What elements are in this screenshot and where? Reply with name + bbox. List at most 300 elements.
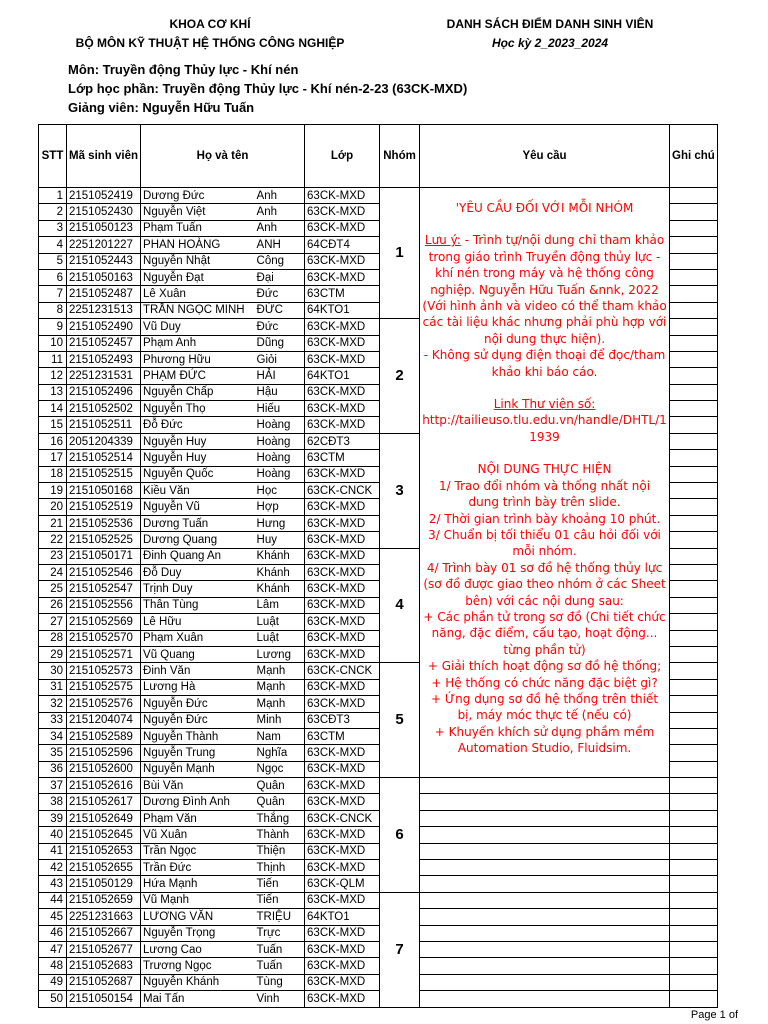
requirement-empty-cell [420,909,670,925]
row-first-name: ĐỨC [255,302,305,318]
table-row [39,876,718,892]
row-student-id: 2151052667 [67,925,141,941]
row-student-id: 2151052536 [67,515,141,531]
row-first-name: Khánh [255,564,305,580]
row-student-id: 2151052573 [67,663,141,679]
requirement-empty-cell [420,810,670,826]
row-last-name: Nguyễn Mạnh [141,761,255,777]
row-note[interactable] [670,384,718,400]
row-first-name: Khánh [255,548,305,564]
row-first-name: Mạnh [255,696,305,712]
row-stt: 12 [39,368,67,384]
row-class: 63CK-MXD [305,253,380,269]
row-class: 63CK-MXD [305,384,380,400]
row-last-name: Hứa Mạnh [141,876,255,892]
row-note[interactable] [670,810,718,826]
row-last-name: Dương Đình Anh [141,794,255,810]
row-stt: 41 [39,843,67,859]
row-note[interactable] [670,302,718,318]
row-class: 63CK-MXD [305,564,380,580]
row-last-name: Dương Quang [141,532,255,548]
row-class: 63CK-MXD [305,958,380,974]
faculty-name: KHOA CƠ KHÍ [169,17,251,31]
row-student-id: 2151052617 [67,794,141,810]
row-first-name: Lương [255,646,305,662]
row-stt: 36 [39,761,67,777]
row-last-name: Lê Hữu [141,614,255,630]
semester-label: Học kỳ 2_2023_2024 [491,36,609,50]
attendance-table [38,124,718,1008]
row-note[interactable] [670,335,718,351]
row-note[interactable] [670,827,718,843]
row-stt: 18 [39,466,67,482]
group-number: 7 [380,892,420,1007]
row-note[interactable] [670,876,718,892]
row-stt: 28 [39,630,67,646]
row-stt: 9 [39,319,67,335]
row-note[interactable] [670,466,718,482]
row-note[interactable] [670,679,718,695]
row-last-name: Nguyễn Khánh [141,974,255,990]
row-first-name: Thắng [255,810,305,826]
row-stt: 48 [39,958,67,974]
row-class: 63CTM [305,450,380,466]
col-full-name: Họ và tên [141,125,305,188]
row-first-name: Tiến [255,876,305,892]
row-class: 63CK-MXD [305,860,380,876]
row-last-name: Nguyễn Thành [141,728,255,744]
row-student-id: 2151052576 [67,696,141,712]
row-class: 63CK-MXD [305,614,380,630]
row-student-id: 2151052511 [67,417,141,433]
row-stt: 47 [39,941,67,957]
row-class: 63CK-MXD [305,499,380,515]
row-note[interactable] [670,368,718,384]
row-stt: 1 [39,188,67,204]
row-first-name: Thành [255,827,305,843]
row-stt: 21 [39,515,67,531]
row-first-name: Giỏi [255,351,305,367]
row-student-id: 2151052457 [67,335,141,351]
row-stt: 43 [39,876,67,892]
table-row [39,925,718,941]
row-note[interactable] [670,614,718,630]
row-last-name: Lương Cao [141,941,255,957]
row-student-id: 2151052655 [67,860,141,876]
row-first-name: Tuấn [255,958,305,974]
library-link-url[interactable]: http://tailieuso.tlu.edu.vn/handle/DHTL/11939 [422,413,667,444]
row-stt: 50 [39,991,67,1007]
row-class: 63CK-MXD [305,679,380,695]
row-last-name: Nguyễn Vũ [141,499,255,515]
row-last-name: Dương Tuấn [141,515,255,531]
row-student-id: 2151052569 [67,614,141,630]
row-note[interactable] [670,532,718,548]
table-row [39,778,718,794]
row-class: 63CK-MXD [305,581,380,597]
row-stt: 7 [39,286,67,302]
row-class: 63CK-MXD [305,532,380,548]
row-class: 63CK-MXD [305,843,380,859]
row-last-name: Nguyễn Thọ [141,401,255,417]
row-class: 63CTM [305,286,380,302]
row-first-name: Vinh [255,991,305,1007]
row-last-name: Mai Tấn [141,991,255,1007]
row-student-id: 2151052687 [67,974,141,990]
row-class: 63CK-MXD [305,646,380,662]
row-first-name: Luật [255,614,305,630]
row-first-name: Hoàng [255,433,305,449]
requirements-note-2: - Không sử dụng điện thoại để đọc/tham khảo khi báo cáo. [423,348,666,379]
row-last-name: PHẠM ĐỨC [141,368,255,384]
row-stt: 37 [39,778,67,794]
row-last-name: Vũ Xuân [141,827,255,843]
row-stt: 4 [39,237,67,253]
row-class: 63CK-MXD [305,548,380,564]
row-last-name: Vũ Duy [141,319,255,335]
col-class: Lớp [305,125,380,188]
col-stt: STT [39,125,67,188]
requirement-empty-cell [420,925,670,941]
row-note[interactable] [670,991,718,1007]
requirements-note [422,232,667,347]
row-first-name: Quân [255,794,305,810]
row-first-name: HẢI [255,368,305,384]
row-stt: 38 [39,794,67,810]
row-stt: 46 [39,925,67,941]
row-first-name: Đại [255,269,305,285]
row-stt: 27 [39,614,67,630]
row-class: 63CĐT3 [305,712,380,728]
group-number: 3 [380,433,420,548]
row-stt: 6 [39,269,67,285]
row-stt: 17 [39,450,67,466]
row-stt: 49 [39,974,67,990]
row-student-id: 2151052571 [67,646,141,662]
row-class: 63CK-MXD [305,269,380,285]
row-last-name: Phạm Anh [141,335,255,351]
row-note[interactable] [670,483,718,499]
row-class: 63CK-MXD [305,515,380,531]
row-first-name: Nam [255,728,305,744]
row-note[interactable] [670,778,718,794]
row-stt: 23 [39,548,67,564]
row-first-name: ANH [255,237,305,253]
row-student-id: 2251231513 [67,302,141,318]
row-last-name: Nguyễn Huy [141,433,255,449]
row-note[interactable] [670,630,718,646]
row-student-id: 2151052589 [67,728,141,744]
requirement-empty-cell [420,958,670,974]
row-last-name: Nguyễn Việt [141,204,255,220]
row-student-id: 2151052525 [67,532,141,548]
row-student-id: 2151052600 [67,761,141,777]
row-note[interactable] [670,450,718,466]
row-class: 63CK-MXD [305,401,380,417]
row-student-id: 2151052515 [67,466,141,482]
row-class: 63CK-MXD [305,778,380,794]
page-footer: Page 1 of [690,1009,738,1021]
row-student-id: 2151052570 [67,630,141,646]
table-row [39,958,718,974]
row-last-name: Nguyễn Huy [141,450,255,466]
content-item: 1/ Trao đổi nhóm và thống nhất nội dung trình bày trên slide. [439,478,651,510]
row-note[interactable] [670,909,718,925]
group-number: 2 [380,319,420,434]
row-note[interactable] [670,433,718,449]
row-last-name: Nguyễn Trọng [141,925,255,941]
row-student-id: 2151052649 [67,810,141,826]
row-note[interactable] [670,564,718,580]
row-note[interactable] [670,581,718,597]
row-first-name: Hưng [255,515,305,531]
row-stt: 22 [39,532,67,548]
note-text: - Trình tự/nội dung chỉ tham khảo trong giáo trình Truyền động thủy lực - khí nén trong máy và hệ thống công nghiệp. Nguyễn Hữu Tuấn &nnk, 2022 (Với hình ảnh và video có thể tham khảo các tài liệu khác nhưng phải phù hợp với nội dung thực hiện). [422,233,667,346]
row-student-id: 2151052419 [67,188,141,204]
row-stt: 40 [39,827,67,843]
row-last-name: Đinh Quang An [141,548,255,564]
row-last-name: Trịnh Duy [141,581,255,597]
requirement-empty-cell [420,892,670,908]
row-class: 63CK-MXD [305,827,380,843]
document-title: DANH SÁCH ĐIỂM DANH SINH VIÊN [446,17,654,31]
row-first-name: Thiện [255,843,305,859]
row-class: 63CK-MXD [305,630,380,646]
row-note[interactable] [670,319,718,335]
row-student-id: 2151052430 [67,204,141,220]
row-student-id: 2151052547 [67,581,141,597]
table-row [39,974,718,990]
row-student-id: 2151052659 [67,892,141,908]
table-row [39,860,718,876]
row-stt: 32 [39,696,67,712]
row-note[interactable] [670,974,718,990]
row-class: 63CK-MXD [305,204,380,220]
group-number: 5 [380,663,420,778]
row-first-name: Lâm [255,597,305,613]
row-student-id: 2151050123 [67,220,141,236]
row-note[interactable] [670,761,718,777]
row-student-id: 2151052677 [67,941,141,957]
row-class: 64KTO1 [305,302,380,318]
row-stt: 15 [39,417,67,433]
requirement-empty-cell [420,974,670,990]
content-item: + Khuyến khích sử dụng phầm mềm Automation Studio, Fluidsim. [434,724,655,756]
row-stt: 13 [39,384,67,400]
row-last-name: Nguyễn Đạt [141,269,255,285]
requirements-cell [420,188,670,778]
row-student-id: 2151052653 [67,843,141,859]
row-note[interactable] [670,728,718,744]
row-last-name: Nguyễn Chấp [141,384,255,400]
row-note[interactable] [670,696,718,712]
row-note[interactable] [670,646,718,662]
row-student-id: 2151052596 [67,745,141,761]
row-note[interactable] [670,663,718,679]
row-last-name: Đinh Văn [141,663,255,679]
row-first-name: Học [255,483,305,499]
row-student-id: 2151052556 [67,597,141,613]
row-first-name: Trực [255,925,305,941]
row-first-name: Nghĩa [255,745,305,761]
row-first-name: Hậu [255,384,305,400]
table-row [39,991,718,1007]
table-header-row [39,125,718,188]
row-note[interactable] [670,860,718,876]
row-note[interactable] [670,351,718,367]
row-student-id: 2051204339 [67,433,141,449]
row-student-id: 2151204074 [67,712,141,728]
row-note[interactable] [670,188,718,204]
table-row [39,188,718,204]
row-class: 63CK-CNCK [305,663,380,679]
row-note[interactable] [670,958,718,974]
row-last-name: Lương Hà [141,679,255,695]
row-student-id: 2151052575 [67,679,141,695]
row-student-id: 2151052487 [67,286,141,302]
row-stt: 16 [39,433,67,449]
row-first-name: TRIỆU [255,909,305,925]
row-last-name: Bùi Văn [141,778,255,794]
row-last-name: PHAN HOÀNG [141,237,255,253]
content-item: + Các phần tử trong sơ đồ (Chi tiết chức năng, đặc điểm, cấu tạo, hoạt động... từng phần tử) [423,609,666,657]
row-stt: 20 [39,499,67,515]
row-last-name: Dương Đức [141,188,255,204]
row-class: 63CK-CNCK [305,483,380,499]
row-student-id: 2151050171 [67,548,141,564]
row-first-name: Mạnh [255,679,305,695]
row-note[interactable] [670,745,718,761]
requirement-empty-cell [420,778,670,794]
note-label: Lưu ý: [424,233,461,248]
row-class: 63CK-MXD [305,319,380,335]
row-last-name: Phạm Tuấn [141,220,255,236]
row-note[interactable] [670,401,718,417]
row-stt: 3 [39,220,67,236]
row-class: 63CK-MXD [305,417,380,433]
row-class: 63CK-MXD [305,220,380,236]
row-note[interactable] [670,597,718,613]
row-class: 62CĐT3 [305,433,380,449]
content-item: + Giải thích hoạt động sơ đồ hệ thống; [427,659,662,674]
table-row [39,941,718,957]
row-student-id: 2151052519 [67,499,141,515]
row-last-name: Nguyễn Nhật [141,253,255,269]
row-last-name: Đỗ Đức [141,417,255,433]
row-stt: 33 [39,712,67,728]
row-stt: 30 [39,663,67,679]
row-first-name: Minh [255,712,305,728]
row-stt: 24 [39,564,67,580]
row-note[interactable] [670,220,718,236]
col-note: Ghi chú [670,125,718,188]
row-last-name: Phạm Xuân [141,630,255,646]
row-note[interactable] [670,417,718,433]
row-first-name: Dũng [255,335,305,351]
requirement-empty-cell [420,876,670,892]
row-class: 64CĐT4 [305,237,380,253]
row-class: 63CTM [305,728,380,744]
row-first-name: Anh [255,188,305,204]
row-class: 63CK-MXD [305,188,380,204]
row-stt: 25 [39,581,67,597]
row-note[interactable] [670,794,718,810]
class-section-label: Lớp học phần: Truyền động Thủy lực - Khí nén-2-23 (63CK-MXD) [68,81,468,96]
row-first-name: Ngọc [255,761,305,777]
row-class: 63CK-QLM [305,876,380,892]
col-requirement: Yêu cầu [420,125,670,188]
row-last-name: TRẦN NGỌC MINH [141,302,255,318]
requirements-title: 'YÊU CẦU ĐỐI VỚI MỖI NHÓM [455,201,634,215]
row-note[interactable] [670,941,718,957]
lecturer-label: Giảng viên: Nguyễn Hữu Tuấn [68,100,255,115]
table-body [39,188,718,1008]
table-row [39,892,718,908]
row-student-id: 2151052645 [67,827,141,843]
row-note[interactable] [670,892,718,908]
table-row [39,827,718,843]
col-group: Nhóm [380,125,420,188]
row-first-name: Đức [255,319,305,335]
row-note[interactable] [670,237,718,253]
row-note[interactable] [670,925,718,941]
row-class: 63CK-MXD [305,696,380,712]
row-last-name: Vũ Mạnh [141,892,255,908]
row-note[interactable] [670,499,718,515]
row-stt: 39 [39,810,67,826]
row-last-name: Lê Xuân [141,286,255,302]
row-stt: 19 [39,483,67,499]
row-note[interactable] [670,204,718,220]
department-name: BỘ MÔN KỸ THUẬT HỆ THỐNG CÔNG NGHIỆP [75,36,345,50]
content-title: NỘI DUNG THỰC HIỆN [477,462,612,477]
row-stt: 45 [39,909,67,925]
group-number: 1 [380,188,420,319]
row-note[interactable] [670,843,718,859]
row-note[interactable] [670,253,718,269]
row-first-name: Hợp [255,499,305,515]
content-item: 4/ Trình bày 01 sơ đồ hệ thống thủy lực (sơ đồ được giao theo nhóm ở các Sheet bên) với các nội dung sau: [423,560,666,608]
row-note[interactable] [670,515,718,531]
row-stt: 34 [39,728,67,744]
row-class: 63CK-MXD [305,991,380,1007]
row-student-id: 2151052496 [67,384,141,400]
row-class: 63CK-MXD [305,794,380,810]
row-last-name: Phương Hữu [141,351,255,367]
row-first-name: Công [255,253,305,269]
row-first-name: Tùng [255,974,305,990]
row-stt: 14 [39,401,67,417]
row-first-name: Thịnh [255,860,305,876]
row-class: 63CK-MXD [305,351,380,367]
requirement-empty-cell [420,941,670,957]
library-link-label[interactable]: Link Thư viện số: [493,397,596,412]
row-student-id: 2151052493 [67,351,141,367]
row-note[interactable] [670,286,718,302]
subject-label: Môn: Truyền động Thủy lực - Khí nén [68,62,299,77]
row-last-name: Kiều Văn [141,483,255,499]
row-note[interactable] [670,269,718,285]
row-note[interactable] [670,548,718,564]
row-class: 63CK-MXD [305,892,380,908]
requirement-empty-cell [420,860,670,876]
requirements-text [420,188,669,757]
row-note[interactable] [670,712,718,728]
row-stt: 26 [39,597,67,613]
row-last-name: Vũ Quang [141,646,255,662]
row-first-name: Tiến [255,892,305,908]
row-last-name: LƯƠNG VĂN [141,909,255,925]
